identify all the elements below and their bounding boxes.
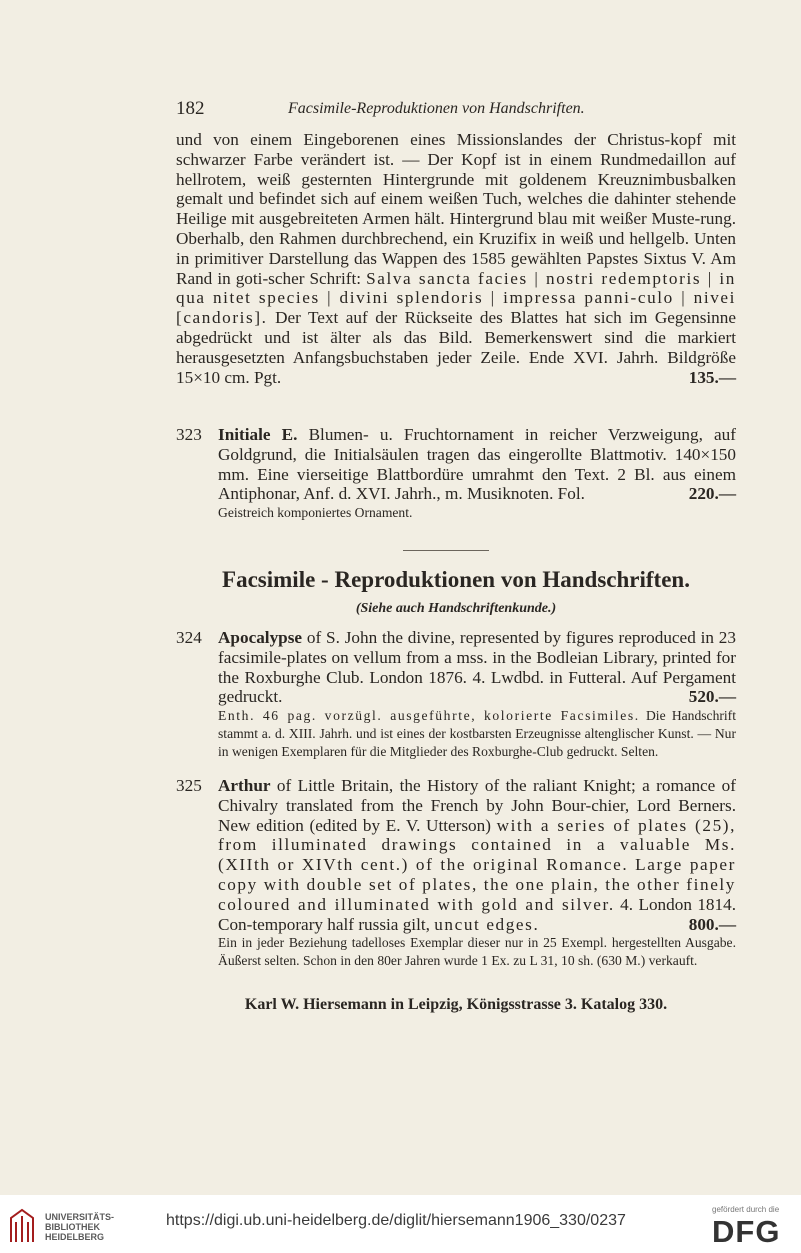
continuation-text-end: Der Text auf der Rückseite des Blattes hat sich im Gegensinne abgedrückt und ist älter als das Bild. Bemerkenswert sind die markiert herausgesetzten Anfangsbuchstaben jeder Zeile. Ende XVI. Jahrh. Bildgröße 15×10 cm. Pgt. [176, 308, 736, 387]
entry-note-spaced: Enth. 46 pag. vorzügl. ausgeführte, kolorierte Facsimiles. [218, 708, 640, 724]
entry-text: of Little Britain, the History of the raliant Knight; a romance of Chivalry translated from the French by John Bour-chier, Lord Berners. New edition (edited by E. V. Utterson) [218, 776, 736, 835]
continuation-paragraph [176, 130, 736, 387]
entry-text-spaced-2: uncut edges. [434, 914, 540, 934]
section-title: Facsimile - Reproduktionen von Handschriften. [222, 567, 690, 592]
entry-lead: Apocalypse [218, 628, 303, 647]
running-title: Facsimile-Reproduktionen von Handschriften. [288, 100, 585, 117]
dfg-logo[interactable]: DFG [712, 1214, 781, 1249]
catalog-entry [176, 776, 736, 970]
gothic-inscription: Salva sancta facies | nostri redemptoris | in qua nitet species | divini splendoris | impressa panni-culo | nivei [candoris]. [176, 268, 736, 328]
price: 520.— [688, 687, 736, 707]
library-name: UNIVERSITÄTS- BIBLIOTHEK HEIDELBERG [45, 1212, 115, 1242]
section-subtitle: (Siehe auch Handschriftenkunde.) [355, 601, 557, 616]
entry-number: 323 [176, 425, 202, 444]
catalog-entry [176, 425, 736, 522]
entry-number: 325 [176, 776, 202, 795]
entry-note: Ein in jeder Beziehung tadelloses Exemplar dieser nur in 25 Exempl. hergestellten Ausgabe. Äußerst selten. Schon in den 80er Jahren wurde 1 Ex. zu L 31, 10 sh. (630 M.) verkauft. [218, 935, 736, 969]
document-url-link[interactable]: https://digi.ub.uni-heidelberg.de/diglit/hiersemann1906_330/0237 [166, 1212, 626, 1229]
publisher-footer: Karl W. Hiersemann in Leipzig, Königsstrasse 3. Katalog 330. [244, 996, 668, 1013]
funding-note: gefördert durch die [712, 1205, 780, 1214]
entry-text: of S. John the divine, represented by figures reproduced in 23 facsimile-plates on vellum from a mss. in the Bodleian Library, printed for the Roxburghe Club. London 1876. 4. Lwdbd. in Futteral. Auf Pergament gedruckt. [218, 628, 736, 707]
price: 135.— [688, 367, 736, 387]
divider [403, 550, 489, 551]
price: 800.— [688, 914, 736, 934]
entry-text-spaced: with a series of plates (25), from illuminated drawings contained in a valuable Ms. (XIIth or XIVth cent.) of the original Romance. Large paper copy with double set of plates, the one plain, the other finely coloured and illuminated with gold and silver. [218, 815, 736, 914]
page-header [176, 98, 736, 122]
price: 220.— [688, 484, 736, 504]
entry-lead: Arthur [218, 776, 271, 795]
continuation-text: und von einem Eingeborenen eines Missionslandes der Christus-kopf mit schwarzer Farbe verändert ist. — Der Kopf ist in einem Rundmedaillon auf hellrotem, weiß gesternten Hintergrunde mit goldenem Kreuznimbusbalken gemalt und befindet sich auf einem weißen Tuch, welches die dahinter stehende Heilige mit ausgebreiteten Armen hält. Hintergrund blau mit weißer Muste-rung. Oberhalb, den Rahmen durchbrechend, ein Kruzifix in weiß und hellgelb. Unten in primitiver Darstellung das Wappen des 1585 gewählten Papstes Sixtus V. Am Rand in goti-scher Schrift: [176, 130, 736, 288]
entry-note: Geistreich komponiertes Ornament. [218, 505, 413, 521]
entry-text: Blumen- u. Fruchtornament in reicher Verzweigung, auf Goldgrund, die Initialsäulen tragen das eingerollte Blattmotiv. 140×150 mm. Eine vierseitige Blattbordüre umrahmt den Text. 2 Bl. aus einem Antiphonar, Anf. d. XVI. Jahrh., m. Musiknoten. Fol. [218, 425, 737, 504]
university-library-logo-icon[interactable] [8, 1208, 36, 1244]
page-number: 182 [176, 98, 205, 119]
catalog-entry [176, 628, 736, 761]
entry-text-cont: 4. London 1814. Con-temporary half russia gilt, [218, 894, 737, 934]
entry-lead: Initiale E. [218, 425, 298, 444]
entry-number: 324 [176, 628, 202, 647]
entry-note: Die Handschrift stammt a. d. XIII. Jahrh. und ist eines der kostbarsten Erzeugnisse altenglischer Kunst. — Nur in wenigen Exemplaren für die Mitglieder des Roxburghe-Club gedruckt. Selten. [218, 708, 736, 760]
